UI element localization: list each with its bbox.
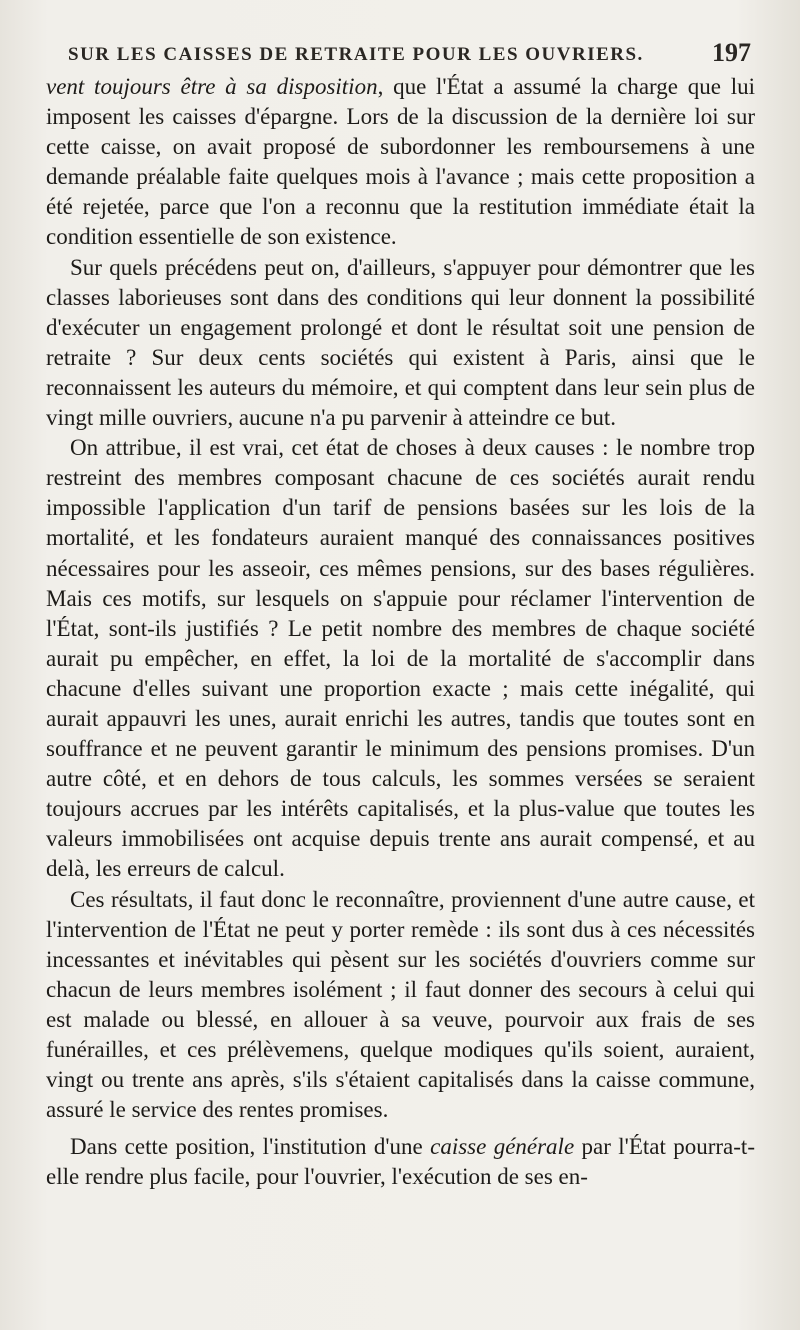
paragraph-text: Dans cette position, l'institution d'une bbox=[70, 1134, 431, 1160]
page-number: 197 bbox=[712, 38, 751, 67]
italic-phrase: vent toujours être à sa disposition bbox=[46, 74, 378, 99]
running-header-title: SUR LES CAISSES DE RETRAITE POUR LES OUVRIERS. bbox=[68, 44, 644, 65]
running-header bbox=[46, 38, 755, 72]
paragraph-text: , que l'État a assumé la charge que lui imposent les caisses d'épargne. Lors de la discussion de la dernière loi sur cette caisse, on avait proposé de subordonner les remboursemens à une demande préalable faite quelques mois à l'avance ; mais cette proposition a été rejetée, parce que l'on a reconnu que la restitution immédiate était la condition essentielle de son existence. bbox=[46, 74, 756, 250]
italic-phrase: caisse générale bbox=[430, 1134, 575, 1160]
paragraph-text: par l'État pourra-t-elle rendre plus facile, pour l'ouvrier, l'exécution de ses en- bbox=[46, 1134, 755, 1190]
paragraph-4: Ces résultats, il faut donc le reconnaître, proviennent d'une autre cause, et l'intervention de l'État ne peut y porter remède : ils sont dus à ces nécessités incessantes et inévitables qui pèsent sur les sociétés d'ouvriers comme sur chacun de leurs membres isolément ; il faut donner des secours à celui qui est malade ou blessé, en allouer à sa veuve, pourvoir aux frais de ses funérailles, et ces prélèvemens, quelque modiques qu'ils soient, auraient, vingt ou trente ans après, s'ils s'étaient capitalisés dans la caisse commune, assuré le service des rentes promises. bbox=[46, 886, 755, 1123]
paragraph-5 bbox=[46, 1132, 755, 1192]
paragraph-3: On attribue, il est vrai, cet état de choses à deux causes : le nombre trop restreint des membres composant chacune de ces sociétés aurait rendu impossible l'application d'un tarif de pensions basées sur les lois de la mortalité, et les fondateurs auraient manqué des connaissances positives nécessaires pour les asseoir, ces mêmes pensions, sur des bases régulières. Mais ces motifs, sur lesquels on s'appuie pour réclamer l'intervention de l'État, sont-ils justifiés ? Le petit nombre des membres de chaque société aurait pu empêcher, en effet, la loi de la mortalité de s'accomplir dans chacune d'elles suivant une proportion exacte ; mais cette inégalité, qui aurait appauvri les unes, aurait enrichi les autres, tandis que toutes sont en souffrance et ne peuvent garantir le minimum des pensions promises. D'un autre côté, et en dehors de tous calculs, les sommes versées se seraient toujours accrues par les intérêts capitalisés, et la plus-value que toutes les valeurs immobilisées ont acquise depuis trente ans aurait compensé, et au delà, les erreurs de calcul. bbox=[46, 435, 755, 882]
paragraph-1 bbox=[46, 72, 755, 253]
body-text bbox=[46, 72, 755, 1192]
paragraph-2: Sur quels précédens peut on, d'ailleurs, s'appuyer pour démontrer que les classes laborieuses sont dans des conditions qui leur donnent la possibilité d'exécuter un engagement prolongé et dont le résultat soit une pension de retraite ? Sur deux cents sociétés qui existent à Paris, ainsi que le reconnaissent les auteurs du mémoire, et qui comptent dans leur sein plus de vingt mille ouvriers, aucune n'a pu parvenir à atteindre ce but. bbox=[46, 254, 755, 431]
